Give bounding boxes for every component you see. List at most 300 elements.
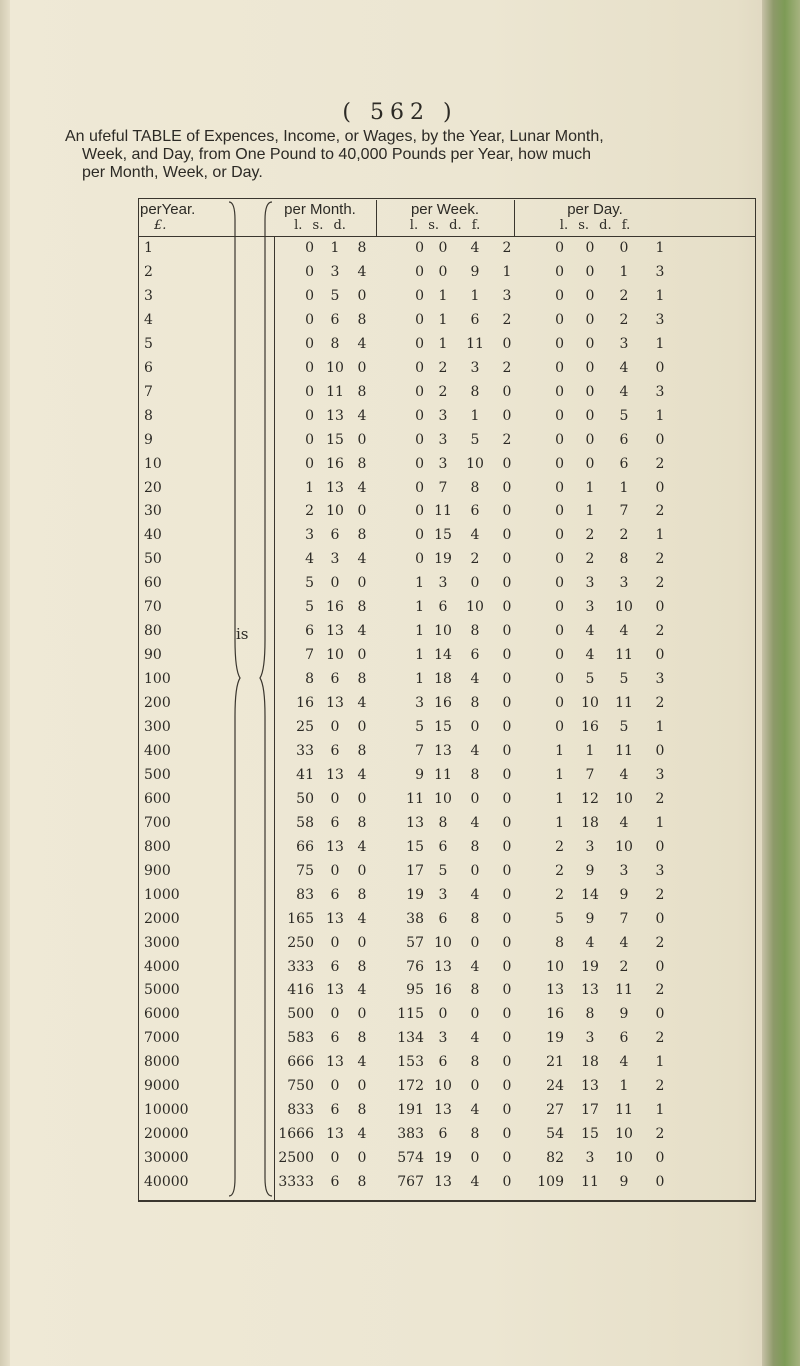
month-pence: 4 [357,335,367,352]
day-shillings: 0 [585,431,595,448]
day-pence: 8 [619,551,629,568]
week-pounds: 0 [415,503,424,520]
week-shillings: 11 [434,503,452,520]
table-title [65,128,765,182]
day-pence: 4 [619,934,629,951]
month-shillings: 6 [330,958,340,975]
table-row [0,336,800,358]
table-row [0,959,800,981]
table-row [0,240,800,262]
day-farthings: 0 [655,1150,665,1167]
day-pounds: 24 [546,1078,564,1095]
table-row [0,1150,800,1172]
year-pounds: 700 [144,814,171,831]
week-pounds: 7 [415,742,424,759]
day-pounds: 13 [546,982,564,999]
day-farthings: 0 [655,910,665,927]
month-pence: 8 [357,958,367,975]
table-row [0,815,800,837]
month-pounds: 25 [296,719,314,735]
day-shillings: 15 [581,1126,599,1143]
week-shillings: 0 [438,1006,448,1023]
header-divider-day [514,200,515,236]
week-shillings: 16 [434,982,452,999]
week-farthings: 0 [502,862,512,879]
month-shillings: 6 [330,814,340,831]
day-pounds: 54 [546,1126,564,1143]
day-pence: 4 [619,766,629,783]
year-pounds: 8 [144,407,153,424]
table-row [0,384,800,406]
day-shillings: 0 [585,407,595,424]
header-week-units: l. s. d. f. [409,218,481,233]
week-pence: 4 [470,958,480,975]
week-shillings: 1 [438,311,448,328]
week-pence: 8 [470,1054,480,1071]
table-row [0,1174,800,1196]
day-farthings: 1 [655,527,665,544]
month-shillings: 0 [330,934,340,951]
year-pounds: 80 [144,623,162,640]
day-shillings: 17 [581,1102,599,1119]
day-pounds: 0 [555,599,564,616]
day-pence: 3 [619,335,629,352]
month-pence: 8 [357,742,367,759]
day-pounds: 0 [555,359,564,376]
year-pounds: 3 [144,287,153,304]
month-shillings: 8 [330,335,340,352]
day-pence: 2 [619,287,629,304]
week-farthings: 0 [502,335,512,352]
table-row [0,743,800,765]
title-line-3: per Month, Week, or Day. [82,164,263,181]
year-pounds: 4000 [144,958,180,975]
day-pence: 4 [619,623,629,640]
year-pounds: 4 [144,311,153,328]
month-shillings: 0 [330,1078,340,1095]
week-farthings: 0 [502,527,512,544]
day-pence: 2 [619,311,629,328]
table-row [0,360,800,382]
month-pounds: 5 [305,599,314,616]
table-row [0,503,800,525]
day-pounds: 0 [555,719,564,735]
year-pounds: 30000 [144,1150,189,1167]
week-pounds: 0 [415,287,424,304]
week-pence: 0 [470,1006,480,1023]
day-pence: 9 [619,886,629,903]
week-shillings: 5 [438,862,448,879]
week-shillings: 6 [438,910,448,927]
month-pounds: 3 [305,527,314,544]
week-farthings: 0 [502,503,512,520]
month-pounds: 0 [305,359,314,376]
table-row [0,1006,800,1028]
month-pounds: 333 [287,958,314,975]
table-row [0,1102,800,1124]
month-pence: 4 [357,623,367,640]
month-pounds: 5 [305,575,314,592]
header-divider-week [376,200,377,236]
day-farthings: 0 [655,359,665,376]
year-pounds: 2 [144,263,153,280]
month-pounds: 83 [296,886,314,903]
day-pence: 10 [615,1150,633,1167]
day-pounds: 27 [546,1102,564,1119]
month-shillings: 0 [330,1006,340,1023]
month-pounds: 7 [305,647,314,664]
day-pounds: 5 [555,910,564,927]
day-shillings: 5 [585,671,595,688]
day-farthings: 2 [655,982,665,999]
day-pounds: 0 [555,503,564,520]
month-shillings: 10 [326,503,344,520]
month-shillings: 0 [330,719,340,735]
week-pence: 2 [470,551,480,568]
table-row [0,1054,800,1076]
year-pounds: 8000 [144,1054,180,1071]
day-shillings: 1 [585,503,595,520]
week-pounds: 153 [397,1054,424,1071]
week-pounds: 0 [415,407,424,424]
week-pence: 8 [470,838,480,855]
day-shillings: 4 [585,647,595,664]
week-shillings: 13 [434,958,452,975]
week-pence: 0 [470,934,480,951]
week-pence: 11 [466,335,484,352]
day-farthings: 2 [655,503,665,520]
table-row [0,1126,800,1148]
day-pence: 7 [619,910,629,927]
day-farthings: 1 [655,1054,665,1071]
week-pence: 0 [470,1078,480,1095]
table-row [0,767,800,789]
day-shillings: 0 [585,335,595,352]
week-pounds: 0 [415,527,424,544]
week-pence: 4 [470,1030,480,1047]
day-pence: 0 [619,240,629,256]
year-pounds: 2000 [144,910,180,927]
month-pence: 0 [357,719,367,735]
week-pounds: 76 [406,958,424,975]
week-pounds: 767 [397,1174,424,1191]
week-pence: 0 [470,719,480,735]
week-pounds: 1 [415,671,424,688]
week-pence: 1 [470,407,480,424]
day-farthings: 1 [655,287,665,304]
day-pence: 11 [615,982,633,999]
day-pounds: 8 [555,934,564,951]
day-farthings: 0 [655,1174,665,1191]
table-row [0,312,800,334]
day-farthings: 0 [655,479,665,496]
year-pounds: 200 [144,695,171,712]
week-pence: 8 [470,383,480,400]
day-farthings: 3 [655,766,665,783]
week-shillings: 2 [438,383,448,400]
week-pounds: 0 [415,240,424,256]
week-shillings: 3 [438,431,448,448]
day-farthings: 3 [655,862,665,879]
month-pounds: 165 [287,910,314,927]
month-pence: 0 [357,862,367,879]
week-shillings: 7 [438,479,448,496]
day-pence: 2 [619,527,629,544]
week-farthings: 3 [502,287,512,304]
day-pounds: 82 [546,1150,564,1167]
day-shillings: 4 [585,623,595,640]
week-pounds: 1 [415,623,424,640]
week-pounds: 3 [415,695,424,712]
is-label: is [236,625,249,643]
week-farthings: 0 [502,599,512,616]
day-pence: 5 [619,719,629,735]
month-shillings: 5 [330,287,340,304]
day-farthings: 3 [655,383,665,400]
month-pence: 4 [357,1126,367,1143]
day-shillings: 0 [585,287,595,304]
month-shillings: 13 [326,623,344,640]
day-pounds: 0 [555,383,564,400]
table-row [0,432,800,454]
month-shillings: 10 [326,359,344,376]
day-farthings: 0 [655,1006,665,1023]
week-pounds: 11 [406,790,424,807]
day-farthings: 0 [655,838,665,855]
month-pounds: 6 [305,623,314,640]
month-shillings: 13 [326,407,344,424]
year-pounds: 5 [144,335,153,352]
day-shillings: 19 [581,958,599,975]
week-farthings: 0 [502,1078,512,1095]
week-farthings: 0 [502,479,512,496]
year-pounds: 800 [144,838,171,855]
month-pounds: 8 [305,671,314,688]
day-farthings: 0 [655,431,665,448]
day-shillings: 13 [581,1078,599,1095]
day-shillings: 9 [585,862,595,879]
day-pence: 4 [619,359,629,376]
month-pence: 4 [357,982,367,999]
month-pence: 8 [357,383,367,400]
day-pounds: 0 [555,647,564,664]
week-pence: 4 [470,527,480,544]
month-pounds: 0 [305,383,314,400]
day-pounds: 0 [555,311,564,328]
month-pence: 4 [357,551,367,568]
week-shillings: 6 [438,1126,448,1143]
month-pence: 4 [357,407,367,424]
month-pounds: 0 [305,335,314,352]
year-pounds: 40000 [144,1174,189,1191]
month-pence: 0 [357,575,367,592]
month-shillings: 13 [326,838,344,855]
month-pounds: 833 [287,1102,314,1119]
month-shillings: 11 [326,383,344,400]
day-pounds: 2 [555,838,564,855]
day-farthings: 2 [655,695,665,712]
week-shillings: 19 [434,1150,452,1167]
week-farthings: 0 [502,1174,512,1191]
table-row [0,887,800,909]
month-shillings: 6 [330,311,340,328]
week-pounds: 0 [415,431,424,448]
month-shillings: 13 [326,1054,344,1071]
day-farthings: 2 [655,886,665,903]
week-pence: 8 [470,695,480,712]
week-shillings: 10 [434,934,452,951]
week-farthings: 0 [502,934,512,951]
week-pounds: 383 [397,1126,424,1143]
month-pounds: 583 [287,1030,314,1047]
day-pence: 10 [615,1126,633,1143]
year-pounds: 90 [144,647,162,664]
day-pence: 10 [615,599,633,616]
week-shillings: 14 [434,647,452,664]
month-pounds: 41 [296,766,314,783]
month-pence: 0 [357,934,367,951]
day-shillings: 12 [581,790,599,807]
day-pence: 1 [619,263,629,280]
day-farthings: 1 [655,335,665,352]
week-shillings: 0 [438,240,448,256]
day-pence: 2 [619,958,629,975]
day-shillings: 7 [585,766,595,783]
month-pence: 4 [357,479,367,496]
month-pence: 0 [357,359,367,376]
day-farthings: 1 [655,814,665,831]
day-farthings: 1 [655,1102,665,1119]
month-pounds: 750 [287,1078,314,1095]
day-shillings: 0 [585,263,595,280]
day-shillings: 1 [585,742,595,759]
day-shillings: 1 [585,479,595,496]
week-pounds: 0 [415,479,424,496]
table-row [0,695,800,717]
month-shillings: 0 [330,1150,340,1167]
week-farthings: 0 [502,910,512,927]
month-shillings: 6 [330,1102,340,1119]
month-shillings: 13 [326,479,344,496]
day-pence: 4 [619,814,629,831]
day-shillings: 0 [585,359,595,376]
week-shillings: 13 [434,742,452,759]
month-pounds: 2 [305,503,314,520]
day-pence: 6 [619,455,629,472]
week-pence: 4 [470,742,480,759]
week-pence: 0 [470,1150,480,1167]
week-farthings: 0 [502,766,512,783]
week-shillings: 18 [434,671,452,688]
day-pounds: 0 [555,527,564,544]
month-shillings: 13 [326,910,344,927]
week-pence: 0 [470,790,480,807]
header-per-week [378,202,512,236]
day-shillings: 8 [585,1006,595,1023]
day-shillings: 9 [585,910,595,927]
year-pounds: 60 [144,575,162,592]
table-row [0,480,800,502]
day-pence: 11 [615,647,633,664]
week-farthings: 0 [502,383,512,400]
week-farthings: 0 [502,623,512,640]
week-farthings: 0 [502,647,512,664]
day-farthings: 2 [655,551,665,568]
month-pounds: 416 [287,982,314,999]
table-row [0,647,800,669]
week-shillings: 3 [438,886,448,903]
table-row [0,599,800,621]
day-shillings: 18 [581,1054,599,1071]
day-pounds: 2 [555,862,564,879]
week-pounds: 0 [415,311,424,328]
month-pence: 0 [357,647,367,664]
year-pounds: 1000 [144,886,180,903]
week-pounds: 134 [397,1030,424,1047]
year-pounds: 3000 [144,934,180,951]
day-pounds: 1 [555,814,564,831]
week-shillings: 6 [438,599,448,616]
week-shillings: 15 [434,719,452,735]
month-pence: 8 [357,527,367,544]
day-pounds: 16 [546,1006,564,1023]
month-shillings: 0 [330,790,340,807]
week-shillings: 8 [438,814,448,831]
table-row [0,264,800,286]
week-shillings: 15 [434,527,452,544]
week-farthings: 0 [502,886,512,903]
week-pence: 9 [470,263,480,280]
day-shillings: 0 [585,383,595,400]
day-pence: 9 [619,1006,629,1023]
week-pence: 4 [470,886,480,903]
month-shillings: 15 [326,431,344,448]
month-shillings: 6 [330,527,340,544]
table-row [0,456,800,478]
day-pounds: 0 [555,407,564,424]
week-farthings: 0 [502,1150,512,1167]
week-pounds: 15 [406,838,424,855]
week-pounds: 0 [415,263,424,280]
page-number: ( 562 ) [342,100,458,125]
day-pence: 1 [619,479,629,496]
week-farthings: 0 [502,455,512,472]
day-pounds: 0 [555,551,564,568]
day-farthings: 1 [655,407,665,424]
day-pounds: 10 [546,958,564,975]
day-shillings: 14 [581,886,599,903]
day-pounds: 1 [555,742,564,759]
day-pounds: 0 [555,263,564,280]
month-pence: 4 [357,766,367,783]
month-pounds: 3333 [278,1174,314,1191]
day-pence: 11 [615,742,633,759]
day-pence: 6 [619,1030,629,1047]
day-pence: 11 [615,695,633,712]
year-pounds: 20 [144,479,162,496]
week-farthings: 1 [502,263,512,280]
day-pounds: 2 [555,886,564,903]
day-shillings: 16 [581,719,599,735]
week-shillings: 3 [438,407,448,424]
week-pounds: 95 [406,982,424,999]
day-pounds: 109 [537,1174,564,1191]
week-farthings: 2 [502,311,512,328]
week-pounds: 0 [415,551,424,568]
week-shillings: 3 [438,455,448,472]
week-farthings: 0 [502,1006,512,1023]
year-pounds: 100 [144,671,171,688]
